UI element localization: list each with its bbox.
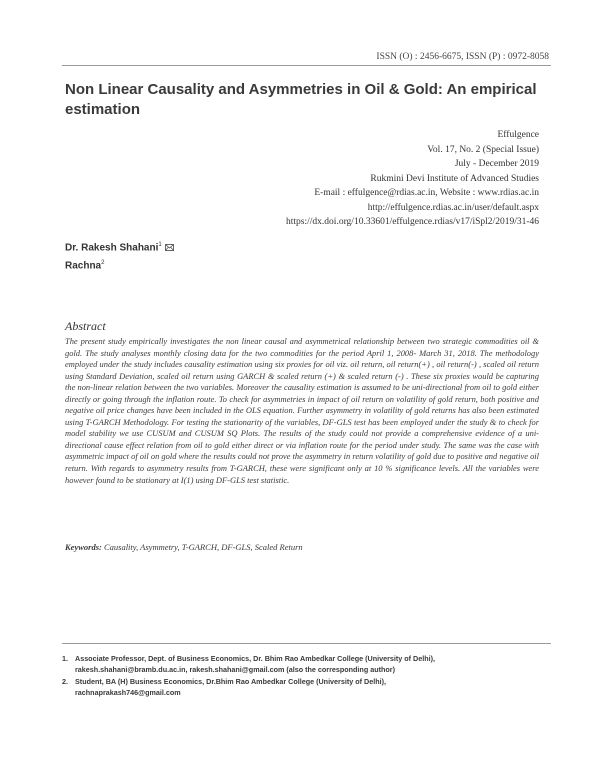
footnote-affiliation: Associate Professor, Dept. of Business Economics, Dr. Bhim Rao Ambedkar College (University of Delhi), (75, 654, 435, 663)
author-1 (65, 238, 174, 256)
journal-period: July - December 2019 (454, 159, 539, 169)
author-name: Rachna (65, 260, 102, 272)
journal-url-link[interactable]: http://effulgence.rdias.ac.in/user/default.aspx (367, 202, 539, 213)
keywords-label: Keywords: (65, 542, 102, 552)
keywords-text: Causality, Asymmetry, T-GARCH, DF-GLS, Scaled Return (101, 542, 303, 552)
article-title: Non Linear Causality and Asymmetries in Oil & Gold: An empirical estimation (65, 81, 537, 118)
author-affiliation-mark: 2 (101, 259, 105, 266)
footnote-emails[interactable]: rakesh.shahani@bramb.du.ac.in, rakesh.shahani@gmail.com (also the corresponding author) (75, 664, 395, 674)
envelope-icon[interactable] (165, 244, 174, 251)
journal-info (286, 128, 539, 230)
journal-name: Effulgence (497, 130, 539, 140)
journal-contact[interactable]: E-mail : effulgence@rdias.ac.in, Website : www.rdias.ac.in (314, 188, 539, 198)
author-affiliation-mark: 1 (158, 242, 162, 248)
footnote-divider (62, 643, 551, 644)
abstract-body: The present study empirically investigates the non linear causal and asymmetrical relationship between two strategic commodities oil & gold. The study analyses monthly closing data for the two commodities for the period April 1, 2008- March 31, 2018. The methodology employed under the study includes causality estimation using six proxies for oil viz. oil return, oil return(+) , oil return(-) , scaled oil return using Standard Deviation, scaled oil return using GARCH & scaled return (+) & scaled return (-) . These six proxies would be capturing the non-linear relation between the two variables. Moreover the causality estimation is assumed to be uni-directional from oil to gold either directly or going through the inflation route. To check for asymmetries in impact of oil return on volatility of gold return, both positive and negative oil price changes have been included in the OLS equation. Further asymmetry in volatility of gold returns has also been estimated using T-GARCH Methodology. For testing the stationarity of the variables, DF-GLS test has been employed under the study & to check for model stability we use CUSUM and CUSUM SQ Plots. The results of the study could not provide a comprehensive evidence of a uni-directional cause effect relation from oil to gold either direct or via inflation route for the period under study. The same was the case with asymmetric impact of oil on gold where the results could not prove the asymmetry in return volatility of gold due to positive and negative oil return. With regards to asymmetry results from T-GARCH, these were significant only at 10 % significance levels. All the variables were however found to be stationary at I(1) using DF-GLS test statistic. (65, 336, 539, 485)
footnote-emails[interactable]: rachnaprakash746@gmail.com (75, 687, 181, 697)
keywords-line (65, 542, 545, 552)
journal-doi-link[interactable]: https://dx.doi.org/10.33601/effulgence.rdias/v17/iSpl2/2019/31-46 (286, 217, 539, 227)
issn-header: ISSN (O) : 2456-6675, ISSN (P) : 0972-8058 (376, 52, 549, 62)
footnote-item (62, 677, 552, 698)
journal-volume: Vol. 17, No. 2 (Special Issue) (427, 144, 539, 155)
footnote-affiliation: Student, BA (H) Business Economics, Dr.Bhim Rao Ambedkar College (University of Delhi), (75, 677, 386, 686)
journal-institute: Rukmini Devi Institute of Advanced Studies (370, 173, 539, 184)
abstract-heading: Abstract (65, 319, 106, 333)
header-divider (62, 65, 551, 66)
author-2 (65, 256, 174, 274)
footnote-list (62, 654, 552, 700)
footnote-number: 1. (62, 654, 68, 663)
author-list (65, 238, 174, 274)
footnote-number: 2. (62, 677, 68, 686)
footnote-item (62, 654, 552, 675)
author-name: Dr. Rakesh Shahani (65, 242, 159, 254)
